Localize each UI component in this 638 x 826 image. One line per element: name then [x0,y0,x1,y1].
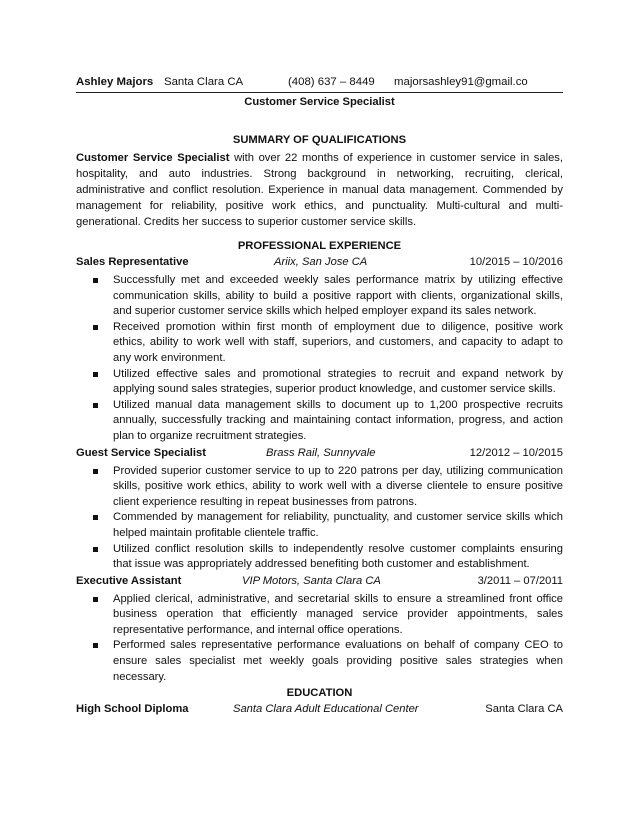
square-bullet-icon [93,547,98,552]
square-bullet-icon [93,597,98,602]
job-bullet [113,273,563,320]
job-bullet [113,510,563,541]
education-degree: High School Diploma [76,703,189,716]
education-row [76,703,563,719]
applicant-email: majorsashley91@gmail.co [394,76,528,88]
job-company: Brass Rail, Sunnyvale [266,446,376,459]
job-company: VIP Motors, Santa Clara CA [242,574,381,587]
job-title: Guest Service Specialist [76,446,206,459]
job-dates: 12/2012 – 10/2015 [469,446,563,459]
summary-paragraph [76,150,563,230]
job-bullet [113,542,563,573]
square-bullet-icon [93,278,98,283]
header-divider [76,92,563,93]
applicant-name: Ashley Majors [76,76,154,88]
job-title: Executive Assistant [76,574,182,587]
resume-page [76,76,563,719]
job-bullet-list [76,592,563,686]
job-dates: 3/2011 – 07/2011 [477,574,563,587]
job-bullet-text: Successfully met and exceeded weekly sales performance matrix by utilizing effective communication skills, ability to build a positive rapport with clients, organizational skills, and superior customer service skills which helped employer expand its sales network. [113,274,563,318]
job-header [76,447,563,463]
job-bullet [113,638,563,685]
job-bullet [113,592,563,639]
summary-heading: SUMMARY OF QUALIFICATIONS [232,134,407,146]
job-dates: 10/2015 – 10/2016 [469,256,563,268]
job-company: Ariix, San Jose CA [274,256,368,268]
education-school: Santa Clara Adult Educational Center [233,703,419,716]
summary-text: with over 22 months of experience in customer service in sales, hospitality, and auto industries. Strong background in networking, recruiting, clerical, administrative and conflict resolution. Experience in manual data management. Commended by management for reliability, positive work ethics, and punctuality. Multi-cultural and multi-generational. Credits her success to superior customer service skills. [76,152,563,228]
job-bullet-list [76,464,563,573]
applicant-phone: (408) 637 – 8449 [288,76,375,88]
job-bullet-list [76,273,563,445]
job-bullet-text: Utilized effective sales and promotional strategies to recruit and expand network by applying sound sales strategies, superior product knowledge, and customer service skills. [113,367,563,396]
job-bullet [113,398,563,445]
job-bullet-text: Utilized conflict resolution skills to independently resolve customer complaints ensuring that issue was appropriately addressed benefiting both customer and establishment. [113,542,563,571]
square-bullet-icon [93,643,98,648]
applicant-city: Santa Clara CA [164,76,244,88]
job-title: Sales Representative [76,256,189,268]
square-bullet-icon [93,403,98,408]
contact-line [76,76,563,92]
square-bullet-icon [93,515,98,520]
square-bullet-icon [93,325,98,330]
education-location: Santa Clara CA [485,703,563,716]
job-bullet-text: Utilized manual data management skills to document up to 1,200 prospective recruits annually, successfully tracking and maintaining contact information, progress, and action plan to organize recruitment strategies. [113,398,563,442]
job-bullet [113,320,563,367]
job-header [76,575,563,591]
experience-heading: PROFESSIONAL EXPERIENCE [237,240,402,252]
square-bullet-icon [93,372,98,377]
job-header [76,256,563,272]
job-bullet [113,464,563,511]
job-bullet-text: Received promotion within first month of employment due to diligence, positive work ethics, ability to work well with staff, superiors, and customers, and capacity to adapt to any work environment. [113,320,563,364]
job-bullet-text: Commended by management for reliability, punctuality, and customer service skills which helped maintain profitable clientele traffic. [113,511,563,539]
job-bullet-text: Applied clerical, administrative, and secretarial skills to ensure a streamlined front office business operation that efficiently managed service provider appointments, sales representative performance, and internal office operations. [113,592,563,636]
education-heading: EDUCATION [286,687,353,700]
job-bullet-text: Provided superior customer service to up to 220 patrons per day, utilizing communication skills, positive work ethics, ability to work well with a diverse clientele to ensure positive client experience resulting in repeat businesses from patrons. [113,464,563,508]
square-bullet-icon [93,469,98,474]
summary-lead: Customer Service Specialist [76,152,230,164]
job-bullet-text: Performed sales representative performance evaluations on behalf of company CEO to ensure sales specialist met weekly goals providing positive sales strategies when necessary. [113,639,563,683]
resume-subtitle: Customer Service Specialist [244,96,395,108]
job-bullet [113,367,563,398]
